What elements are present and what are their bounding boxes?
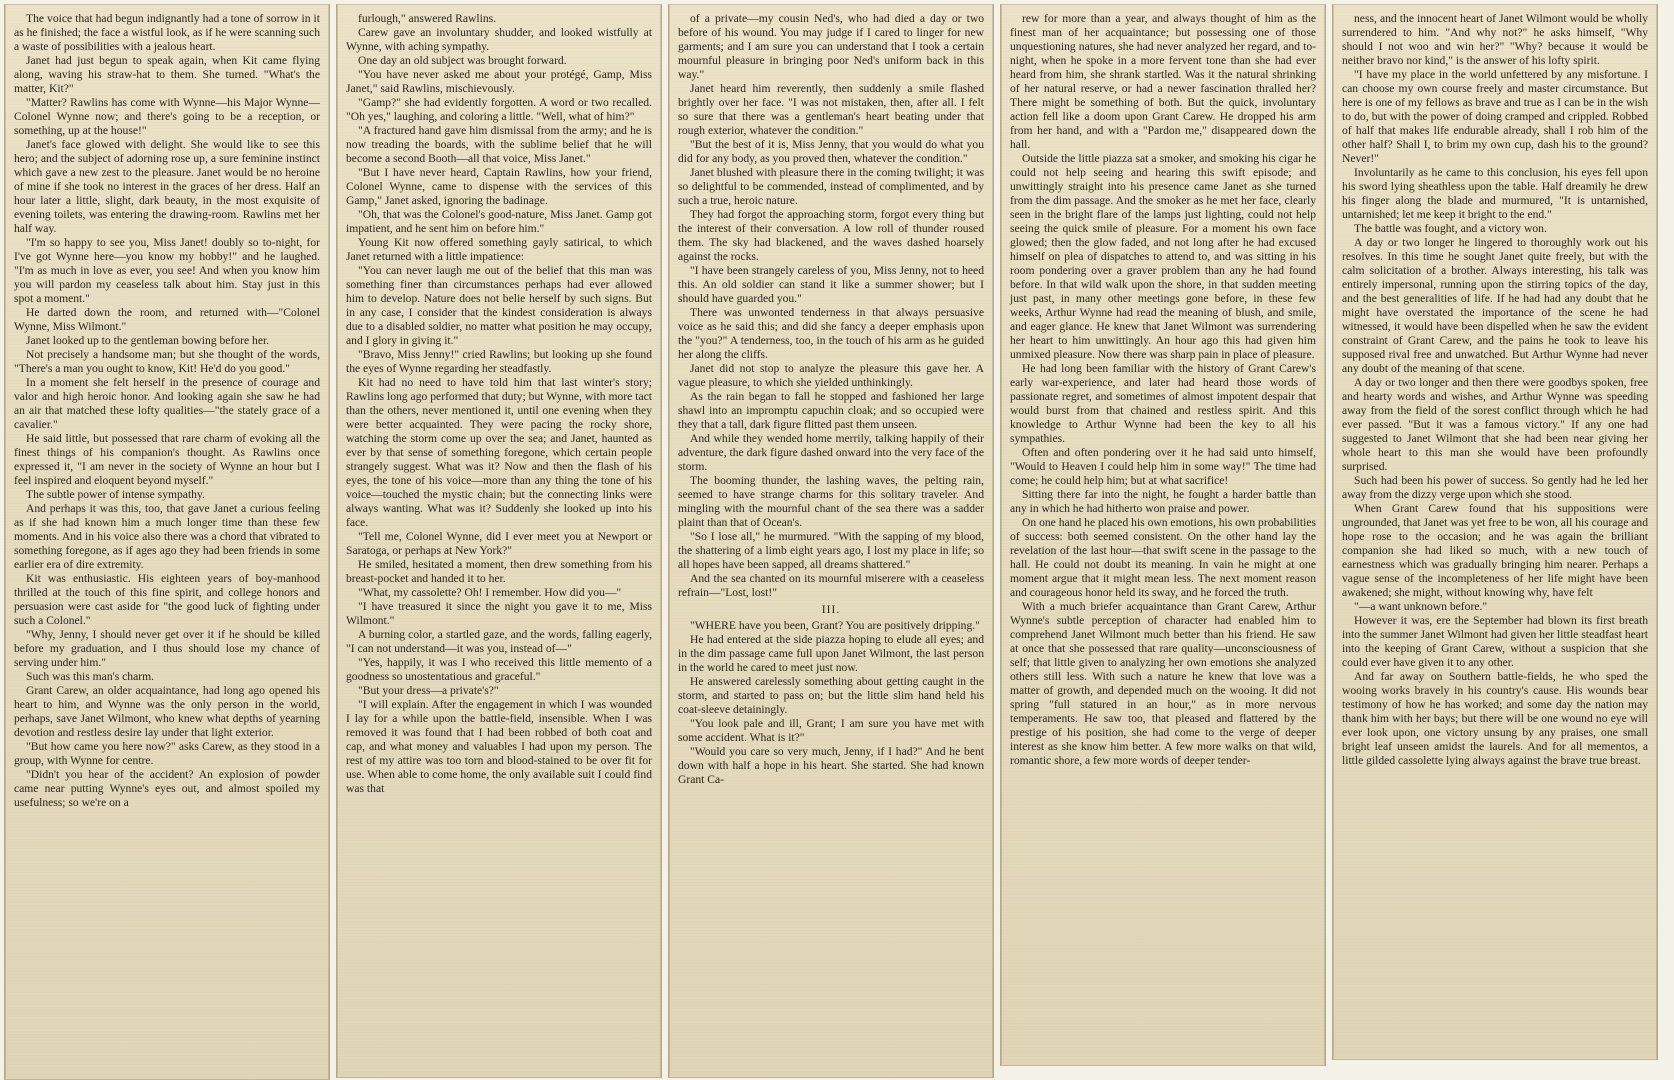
paragraph: He answered carelessly something about getting caught in the storm, and started to pass on; but the little slim hand held his coat-sleeve detainingly. xyxy=(678,675,984,716)
paragraph: In a moment she felt herself in the presence of courage and valor and high heroic honor. And looking again she saw he had an air that matched these lofty qualities—"the stately grace of a cavalier." xyxy=(14,376,320,431)
paragraph: Janet did not stop to analyze the pleasure this gave her. A vague pleasure, to which she yielded unthinkingly. xyxy=(678,362,984,389)
paragraph: "So I lose all," he murmured. "With the sapping of my blood, the shattering of a limb eight years ago, I lost my place in life; so all hopes have been sapped, all dreams shattered." xyxy=(678,530,984,571)
paragraph: "You look pale and ill, Grant; I am sure you have met with some accident. What is it?" xyxy=(678,717,984,744)
paragraph: "Matter? Rawlins has come with Wynne—his Major Wynne—Colonel Wynne now; and there's going to be a reception, or something, up at the house!" xyxy=(14,96,320,137)
text-column-2 xyxy=(336,4,662,1078)
paragraph: "But I have never heard, Captain Rawlins, how your friend, Colonel Wynne, came to dispense with the services of this Gamp," Janet asked, ignoring the badinage. xyxy=(346,166,652,207)
paragraph: "Tell me, Colonel Wynne, did I ever meet you at Newport or Saratoga, or perhaps at New York?" xyxy=(346,530,652,557)
paragraph: He said little, but possessed that rare charm of evoking all the finest things of his companion's thought. As Rawlins once expressed it, "I am never in the society of Wynne an hour but I feel inspired and eloquent beyond myself." xyxy=(14,432,320,487)
paragraph: Janet looked up to the gentleman bowing before her. xyxy=(26,334,270,347)
paragraph: One day an old subject was brought forward. xyxy=(358,54,567,67)
paragraph: Outside the little piazza sat a smoker, and smoking his cigar he could not help seeing and hearing this swift episode; and unwittingly straight into his presence came Janet as she turned from the dim passage. And the smoker as he met her face, clearly seen in the bright flare of the lamps just lighting, could not help seeing the quick smile of pleasure. For a moment his own face glowed; then the glow faded, and not long after he had excused himself on plea of dispatches to attend to, and was sitting in his room pondering over a graver problem than any he had found before. In that wild walk upon the shore, in that sudden meeting just past, in many other meetings gone before, in these few weeks, Arthur Wynne had read the meaning of blush, and smile, and eager glance. He knew that Janet Wilmont was surrendering her heart to him unwittingly. An hour ago this had given him unmixed pleasure. Now there was sharp pain in place of pleasure. xyxy=(1010,152,1316,361)
paragraph: Grant Carew, an older acquaintance, had long ago opened his heart to him, and Wynne was the only person in the world, perhaps, save Janet Wilmont, who knew what depths of yearning devotion and restless desire lay under that light exterior. xyxy=(14,684,320,739)
column-2-paragraphs xyxy=(346,12,652,796)
column-1-paragraphs xyxy=(14,12,320,810)
paragraph: On one hand he placed his own emotions, his own probabilities of success: both seemed consistent. On the other hand lay the revelation of the last hour—that swift scene in the passage to the hall. He could not doubt its meaning. In vain he might at one moment argue that it might mean less. The next moment reason and courageous honor held its sway, and he forced the truth. xyxy=(1010,516,1316,599)
paragraph: "Yes, happily, it was I who received this little memento of a goodness so unostentatious and graceful." xyxy=(346,656,652,683)
paragraph: "Would you care so very much, Jenny, if I had?" And he bent down with half a hope in his heart. She started. She had known Grant Ca- xyxy=(678,745,984,786)
paragraph: A day or two longer he lingered to thoroughly work out his resolves. In this time he sought Janet quite freely, but with the calm solicitation of a brother. Always interesting, his talk was entirely impersonal, running upon the stirring topics of the day, and the best generalities of life. If he had had any doubt that he might have overstated the importance of the scene he had witnessed, it would have been dispelled when he saw the evident constraint of Grant Carew, and the pains he took to leave his supposed rival free and unwatched. But Arthur Wynne had never any doubt of the meaning of that scene. xyxy=(1342,236,1648,375)
paragraph: A day or two longer and then there were goodbys spoken, free and hearty words and wishes, and Arthur Wynne was speeding away from the field of the sorest conflict through which he had ever passed. "But it was a famous victory." If any one had suggested to Janet Wilmont that she had been near giving her whole heart to this man she would have been profoundly surprised. xyxy=(1342,376,1648,473)
paragraph: However it was, ere the September had blown its first breath into the summer Janet Wilmont had given her little steadfast heart into the keeping of Grant Carew, without a suspicion that she could ever have given it to any other. xyxy=(1342,614,1648,669)
paragraph: He darted down the room, and returned with—"Colonel Wynne, Miss Wilmont." xyxy=(14,306,320,333)
paragraph: Involuntarily as he came to this conclusion, his eyes fell upon his sword lying sheathless upon the table. Half dreamily he drew his finger along the blade and murmured, "It is untarnished, untarnished; let me keep it bright to the end." xyxy=(1342,166,1648,221)
text-column-3 xyxy=(668,4,994,1078)
paragraph: And perhaps it was this, too, that gave Janet a curious feeling as if she had known him a much longer time than these few moments. And in his voice also there was a chord that vibrated to something foregone, as if ages ago they had been friends in some earlier era of dire extremity. xyxy=(14,502,320,571)
paragraph: Often and often pondering over it he had said unto himself, "Would to Heaven I could help him in some way!" The time had come; he could help him; but at what sacrifice! xyxy=(1010,446,1316,487)
text-column-4 xyxy=(1000,4,1326,1066)
paragraph: of a private—my cousin Ned's, who had died a day or two before of his wound. You may judge if I cared to linger for new garments; and I am sure you can understand that I took a certain mournful pleasure in bringing poor Ned's uniform back in this way." xyxy=(678,12,984,81)
paragraph: He had long been familiar with the history of Grant Carew's early war-experience, and later had heard those words of passionate regret, and sometimes of almost impotent despair that would burst from that chained and restless spirit. And this knowledge to Arthur Wynne had been the key to all his sympathies. xyxy=(1010,362,1316,445)
paragraph: The subtle power of intense sympathy. xyxy=(26,488,205,501)
paragraph: And far away on Southern battle-fields, he who sped the wooing works bravely in his country's cause. His wounds bear testimony of how he has worked; and some day the nation may thank him with her bays; but there will be one wound no eye will ever look upon, one victory unsung by any praises, one small bright leaf unseen amidst the laurels. And for all mementos, a little gilded cassolette lying always against the brave true breast. xyxy=(1342,670,1648,767)
paragraph: Kit had no need to have told him that last winter's story; Rawlins long ago performed that duty; but Wynne, with more tact than the others, never mentioned it, until one evening when they were better acquainted. They were pacing the rocky shore, watching the storm come up over the sea; and Janet, haunted as ever by that sense of something foregone, which certain people strangely suggest. What was it? Now and then the flash of his eyes, the tone of his voice—more than any thing the tone of his voice—touched the mystic chain; but the connecting links were always wanting. What was it? Suddenly she looked up into his face. xyxy=(346,376,652,529)
paragraph: They had forgot the approaching storm, forgot every thing but the interest of their conversation. A low roll of thunder roused them. The sky had blackened, and the waves dashed hoarsely against the rocks. xyxy=(678,208,984,263)
paragraph: ness, and the innocent heart of Janet Wilmont would be wholly surrendered to him. "And why not?" he asks himself, "Why should I not woo and win her?" "Why? because it would be neither bravo nor kind," is the answer of his lofty spirit. xyxy=(1342,12,1648,67)
paragraph: "Why, Jenny, I should never get over it if he should be killed before my graduation, and I thus should lose my chance of serving under him." xyxy=(14,628,320,669)
paragraph: "I have treasured it since the night you gave it to me, Miss Wilmont." xyxy=(346,600,652,627)
paragraph: "Oh, that was the Colonel's good-nature, Miss Janet. Gamp got impatient, and he sent him on before him." xyxy=(346,208,652,235)
paragraph: A burning color, a startled gaze, and the words, falling eagerly, "I can not understand—it was you, instead of—" xyxy=(346,628,652,655)
paragraph: And while they wended home merrily, talking happily of their adventure, the dark figure dashed onward into the very face of the storm. xyxy=(678,432,984,473)
paragraph: "You can never laugh me out of the belief that this man was something finer than circumstances perhaps had ever allowed him to develop. Nature does not belie herself by such signs. But in any case, I consider that the kindest consideration is always due to a disabled soldier, no matter what position he may occupy, and I glory in giving it." xyxy=(346,264,652,347)
paragraph: Janet had just begun to speak again, when Kit came flying along, waving his straw-hat to them. She turned. "What's the matter, Kit?" xyxy=(14,54,320,95)
paragraph: Sitting there far into the night, he fought a harder battle than any in which he had hitherto won praise and power. xyxy=(1010,488,1316,515)
paragraph: The voice that had begun indignantly had a tone of sorrow in it as he finished; the face a wistful look, as if he were scanning such a waste of possibilities with a jealous heart. xyxy=(14,12,320,53)
paragraph: Janet heard him reverently, then suddenly a smile flashed brightly over her face. "I was not mistaken, then, after all. I felt so sure that there was a gentleman's heart beating under that rough exterior, whatever the condition." xyxy=(678,82,984,137)
paragraph: Kit was enthusiastic. His eighteen years of boy-manhood thrilled at the touch of this fine spirit, and college honors and persuasion were cast aside for "the good luck of fighting under such a Colonel." xyxy=(14,572,320,627)
paragraph: "You have never asked me about your protégé, Gamp, Miss Janet," said Rawlins, mischievously. xyxy=(346,68,652,95)
paragraph: Young Kit now offered something gayly satirical, to which Janet returned with a little impatience: xyxy=(346,236,652,263)
paragraph: furlough," answered Rawlins. xyxy=(358,12,497,25)
paragraph: And the sea chanted on its mournful miserere with a ceaseless refrain—"Lost, lost!" xyxy=(678,572,984,599)
paragraph: "I'm so happy to see you, Miss Janet! doubly so to-night, for I've got Wynne here—you know my hobby!" and he laughed. "I'm as much in love as ever, you see! And when you know him you will pardon my ceaseless talk about him. Stay just in this spot a moment." xyxy=(14,236,320,305)
paragraph: The battle was fought, and a victory won. xyxy=(1354,222,1547,235)
paragraph: "But your dress—a private's?" xyxy=(358,684,499,697)
paragraph: "But the best of it is, Miss Jenny, that you would do what you did for any body, as you proved then, whatever the condition." xyxy=(678,138,984,165)
column-3-paragraphs xyxy=(678,12,984,600)
column-4-paragraphs xyxy=(1010,12,1316,768)
paragraph: He had entered at the side piazza hoping to elude all eyes; and in the dim passage came full upon Janet Wilmont, the last person in the world he cared to meet just now. xyxy=(678,633,984,674)
paragraph: "I have been strangely careless of you, Miss Jenny, not to heed this. An old soldier can stand it like a summer shower; but I should have guarded you." xyxy=(678,264,984,305)
paragraph: Janet's face glowed with delight. She would like to see this hero; and the subject of adorning rose up, a sure feminine instinct which gave a new zest to the pleasure. Janet would be no heroine of mine if she took no interest in the graces of her dress. Half an hour later a little, slight, dark beauty, in the most exquisite of evening toilets, was entering the drawing-room. Rawlins met her half way. xyxy=(14,138,320,235)
paragraph: He smiled, hesitated a moment, then drew something from his breast-pocket and handed it to her. xyxy=(346,558,652,585)
paragraph: The booming thunder, the lashing waves, the pelting rain, seemed to have strange charms for this solitary traveler. And mingling with the mournful chant of the sea there was a sadder plaint than that of Ocean's. xyxy=(678,474,984,529)
text-column-5 xyxy=(1332,4,1658,1060)
paragraph: "I have my place in the world unfettered by any misfortune. I can choose my own course freely and master circumstance. But here is one of my fellows as brave and true as I can be in the wish to do, but with the power of doing cramped and crippled. Robbed of half that makes life endurable already, shall I rob him of the other half? Shall I, to brim my own cup, dash his to the ground? Never!" xyxy=(1342,68,1648,165)
paragraph: When Grant Carew found that his suppositions were ungrounded, that Janet was yet free to be won, all his courage and hope rose to the occasion; and he was again the brilliant companion she had liked so much, with a new touch of earnestness which was gradually bringing him nearer. Perhaps a vague sense of the incompleteness of her life might have been awakened; she might, without knowing why, have felt xyxy=(1342,502,1648,599)
paragraph: "A fractured hand gave him dismissal from the army; and he is now treading the boards, with the sublime belief that he will become a second Booth—all that voice, Miss Janet." xyxy=(346,124,652,165)
paragraph: Janet blushed with pleasure there in the coming twilight; it was so delightful to be commended, instead of complimented, and by such a true, heroic nature. xyxy=(678,166,984,207)
paragraph: Not precisely a handsome man; but she thought of the words, "There's a man you ought to know, Kit! He'd do you good." xyxy=(14,348,320,375)
paragraph: "Gamp?" she had evidently forgotten. A word or two recalled. "Oh yes," laughing, and coloring a little. "Well, what of him?" xyxy=(346,96,652,123)
paragraph: "What, my cassolette? Oh! I remember. How did you—" xyxy=(358,586,622,599)
paragraph: rew for more than a year, and always thought of him as the finest man of her acquaintance; but possessing one of those unquestioning natures, she had never analyzed her regard, and to-night, when he spoke in a more fervent tone than she had ever heard from him, she shrank startled. Was it the natural shrinking of her natural reserve, or had a newer fascination thralled her? There might be something of both. But the quick, involuntary action fell like a doom upon Grant Carew. He dropped his arm from her hand, and with a "Pardon me," disappeared down the hall. xyxy=(1010,12,1316,151)
paragraph: With a much briefer acquaintance than Grant Carew, Arthur Wynne's subtle perception of character had enabled him to comprehend Janet Wilmont much better than his friend. He saw at once that she possessed that rare quality—unconsciousness of self; that little given to analyzing her own emotions she analyzed others still less. With such a nature he knew that love was a matter of growth, and depended much on the wooing. It did not spring "full statured in an hour," as in more nervous temperaments. He saw too, that pleased and flattered by the prestige of his position, she had come to the verge of deeper interest as she know him better. A few more walks on that wild, romantic shore, a few more words of deeper tender- xyxy=(1010,600,1316,767)
paragraph: "—a want unknown before." xyxy=(1354,600,1488,613)
paragraph: There was unwonted tenderness in that always persuasive voice as he said this; and did she fancy a deeper emphasis upon the "you?" A tenderness, too, in the touch of his arm as he guided her along the cliffs. xyxy=(678,306,984,361)
text-column-1 xyxy=(4,4,330,1080)
paragraph: "Didn't you hear of the accident? An explosion of powder came near putting Wynne's eyes out, and almost spoiled my usefulness; so we're on a xyxy=(14,768,320,809)
section-heading: III. xyxy=(821,603,841,616)
paragraph: "I will explain. After the engagement in which I was wounded I lay for a while upon the battle-field, insensible. When I was removed it was found that I had been robbed of both coat and cap, and what money and valuables I had upon my person. The rest of my attire was too torn and blood-stained to be over fit for use. When able to come home, the only available suit I could find was that xyxy=(346,698,652,795)
paragraph: As the rain began to fall he stopped and fashioned her large shawl into an impromptu capuchin cloak; and so occupied were they that a tall, dark figure flitted past them unseen. xyxy=(678,390,984,431)
paragraph: Such had been his power of success. So gently had he led her away from the dizzy verge upon which she stood. xyxy=(1342,474,1648,501)
column-3-paragraphs-after-heading xyxy=(678,619,984,787)
paragraph: Such was this man's charm. xyxy=(26,670,154,683)
paragraph: Carew gave an involuntary shudder, and looked wistfully at Wynne, with aching sympathy. xyxy=(346,26,652,53)
paragraph: "WHERE have you been, Grant? You are positively dripping." xyxy=(690,619,980,632)
paragraph: "But how came you here now?" asks Carew, as they stood in a group, with Wynne for centre. xyxy=(14,740,320,767)
paragraph: "Bravo, Miss Jenny!" cried Rawlins; but looking up she found the eyes of Wynne regarding her steadfastly. xyxy=(346,348,652,375)
column-5-paragraphs xyxy=(1342,12,1648,768)
